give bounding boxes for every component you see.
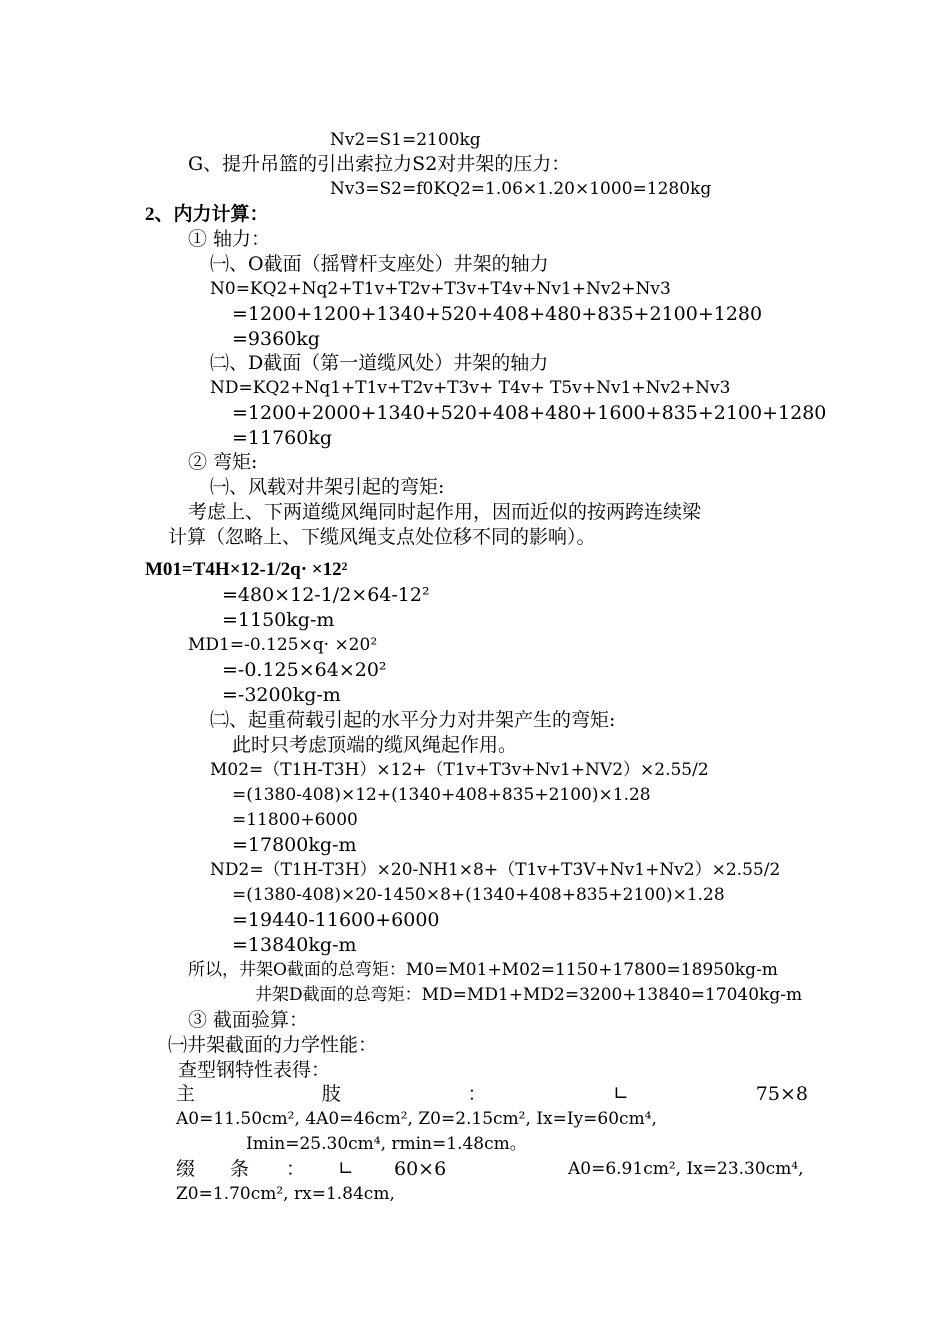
spread-text: ∟ (613, 1083, 630, 1105)
formula-line: MD1=-0.125×q· ×20² (188, 635, 378, 655)
formula-line: ND2=（T1H-T3H）×20-NH1×8+（T1v+T3V+Nv1+Nv2）×2.55/2 (210, 860, 781, 880)
formula-line: =9360kg (232, 328, 320, 350)
spread-text: 缀 (176, 1158, 196, 1180)
formula-line: =(1380-408)×12+(1340+408+835+2100)×1.28 (232, 785, 651, 805)
formula-line: Z0=1.70cm², rx=1.84cm, (176, 1184, 395, 1204)
text-line: ㈠井架截面的力学性能： (168, 1034, 378, 1056)
formula-line: Imin=25.30cm⁴, rmin=1.48cm。 (246, 1134, 527, 1154)
text-line: 井架D截面的总弯矩：MD=MD1+MD2=3200+13840=17040kg-m (255, 985, 803, 1005)
spread-text: A0=6.91cm², Ix=23.30cm⁴, (568, 1159, 804, 1179)
text-line: ㈠、O截面（摇臂杆支座处）井架的轴力 (210, 253, 549, 275)
formula-line: M02=（T1H-T3H）×12+（T1v+T3v+Nv1+NV2）×2.55/2 (210, 760, 709, 780)
spread-line-main-limb (176, 1082, 808, 1106)
text-line: G、提升吊篮的引出索拉力S2对井架的压力： (188, 153, 571, 175)
spread-text: ∟ (338, 1158, 354, 1180)
spread-text: 肢 (321, 1083, 341, 1105)
subheading: ② 弯矩: (188, 451, 258, 473)
text-line: ㈠、风载对井架引起的弯矩: (210, 476, 445, 498)
formula-line: =13840kg-m (232, 934, 357, 956)
formula-line: A0=11.50cm², 4A0=46cm², Z0=2.15cm², Ix=Iy=60cm⁴, (176, 1109, 657, 1129)
formula-line: =-3200kg-m (222, 684, 341, 706)
text-line: ㈡、起重荷载引起的水平分力对井架产生的弯矩: (210, 709, 616, 731)
formula-line: =480×12-1/2×64-12² (222, 584, 430, 606)
paragraph-line: 考虑上、下两道缆风绳同时起作用，因而近似的按两跨连续梁 (188, 501, 702, 523)
text-line: 所以，井架O截面的总弯矩：M0=M01+M02=1150+17800=18950kg-m (188, 960, 778, 980)
formula-line: ND=KQ2+Nq1+T1v+T2v+T3v+ T4v+ T5v+Nv1+Nv2+Nv3 (210, 378, 731, 398)
formula-line: =11800+6000 (232, 810, 358, 830)
spread-text: 条 (230, 1158, 250, 1180)
section-heading: 2、内力计算： (145, 204, 269, 225)
text-line: Nv3=S2=f0KQ2=1.06×1.20×1000=1280kg (330, 179, 712, 199)
subheading: ① 轴力： (188, 228, 271, 250)
spread-text: 60×6 (394, 1158, 447, 1180)
formula-line: =1150kg-m (222, 609, 335, 631)
formula-line: =11760kg (232, 427, 333, 449)
text-line: 查型钢特性表得： (178, 1059, 331, 1081)
formula-line: =-0.125×64×20² (222, 659, 387, 681)
formula-line: M01=T4H×12-1/2q· ×12² (145, 559, 348, 580)
formula-line: =17800kg-m (232, 834, 357, 856)
spread-text: ： (286, 1158, 306, 1180)
paragraph-line: 计算（忽略上、下缆风绳支点处位移不同的影响）。 (168, 526, 596, 548)
text-line: 此时只考虑顶端的缆风绳起作用。 (232, 734, 518, 756)
text-line: Nv2=S1=2100kg (330, 130, 481, 150)
formula-line: =1200+2000+1340+520+408+480+1600+835+2100+1280 (232, 402, 827, 424)
formula-line: N0=KQ2+Nq2+T1v+T2v+T3v+T4v+Nv1+Nv2+Nv3 (210, 279, 671, 299)
formula-line: =1200+1200+1340+520+408+480+835+2100+1280 (232, 303, 763, 325)
spread-text: 主 (176, 1083, 196, 1105)
formula-line: =(1380-408)×20-1450×8+(1340+408+835+2100)×1.28 (232, 885, 725, 905)
spread-text: ： (467, 1083, 487, 1105)
spread-text: 75×8 (755, 1083, 808, 1105)
text-line: ㈡、D截面（第一道缆风处）井架的轴力 (210, 352, 549, 374)
formula-line: =19440-11600+6000 (232, 909, 440, 931)
subheading: ③ 截面验算： (188, 1009, 309, 1031)
